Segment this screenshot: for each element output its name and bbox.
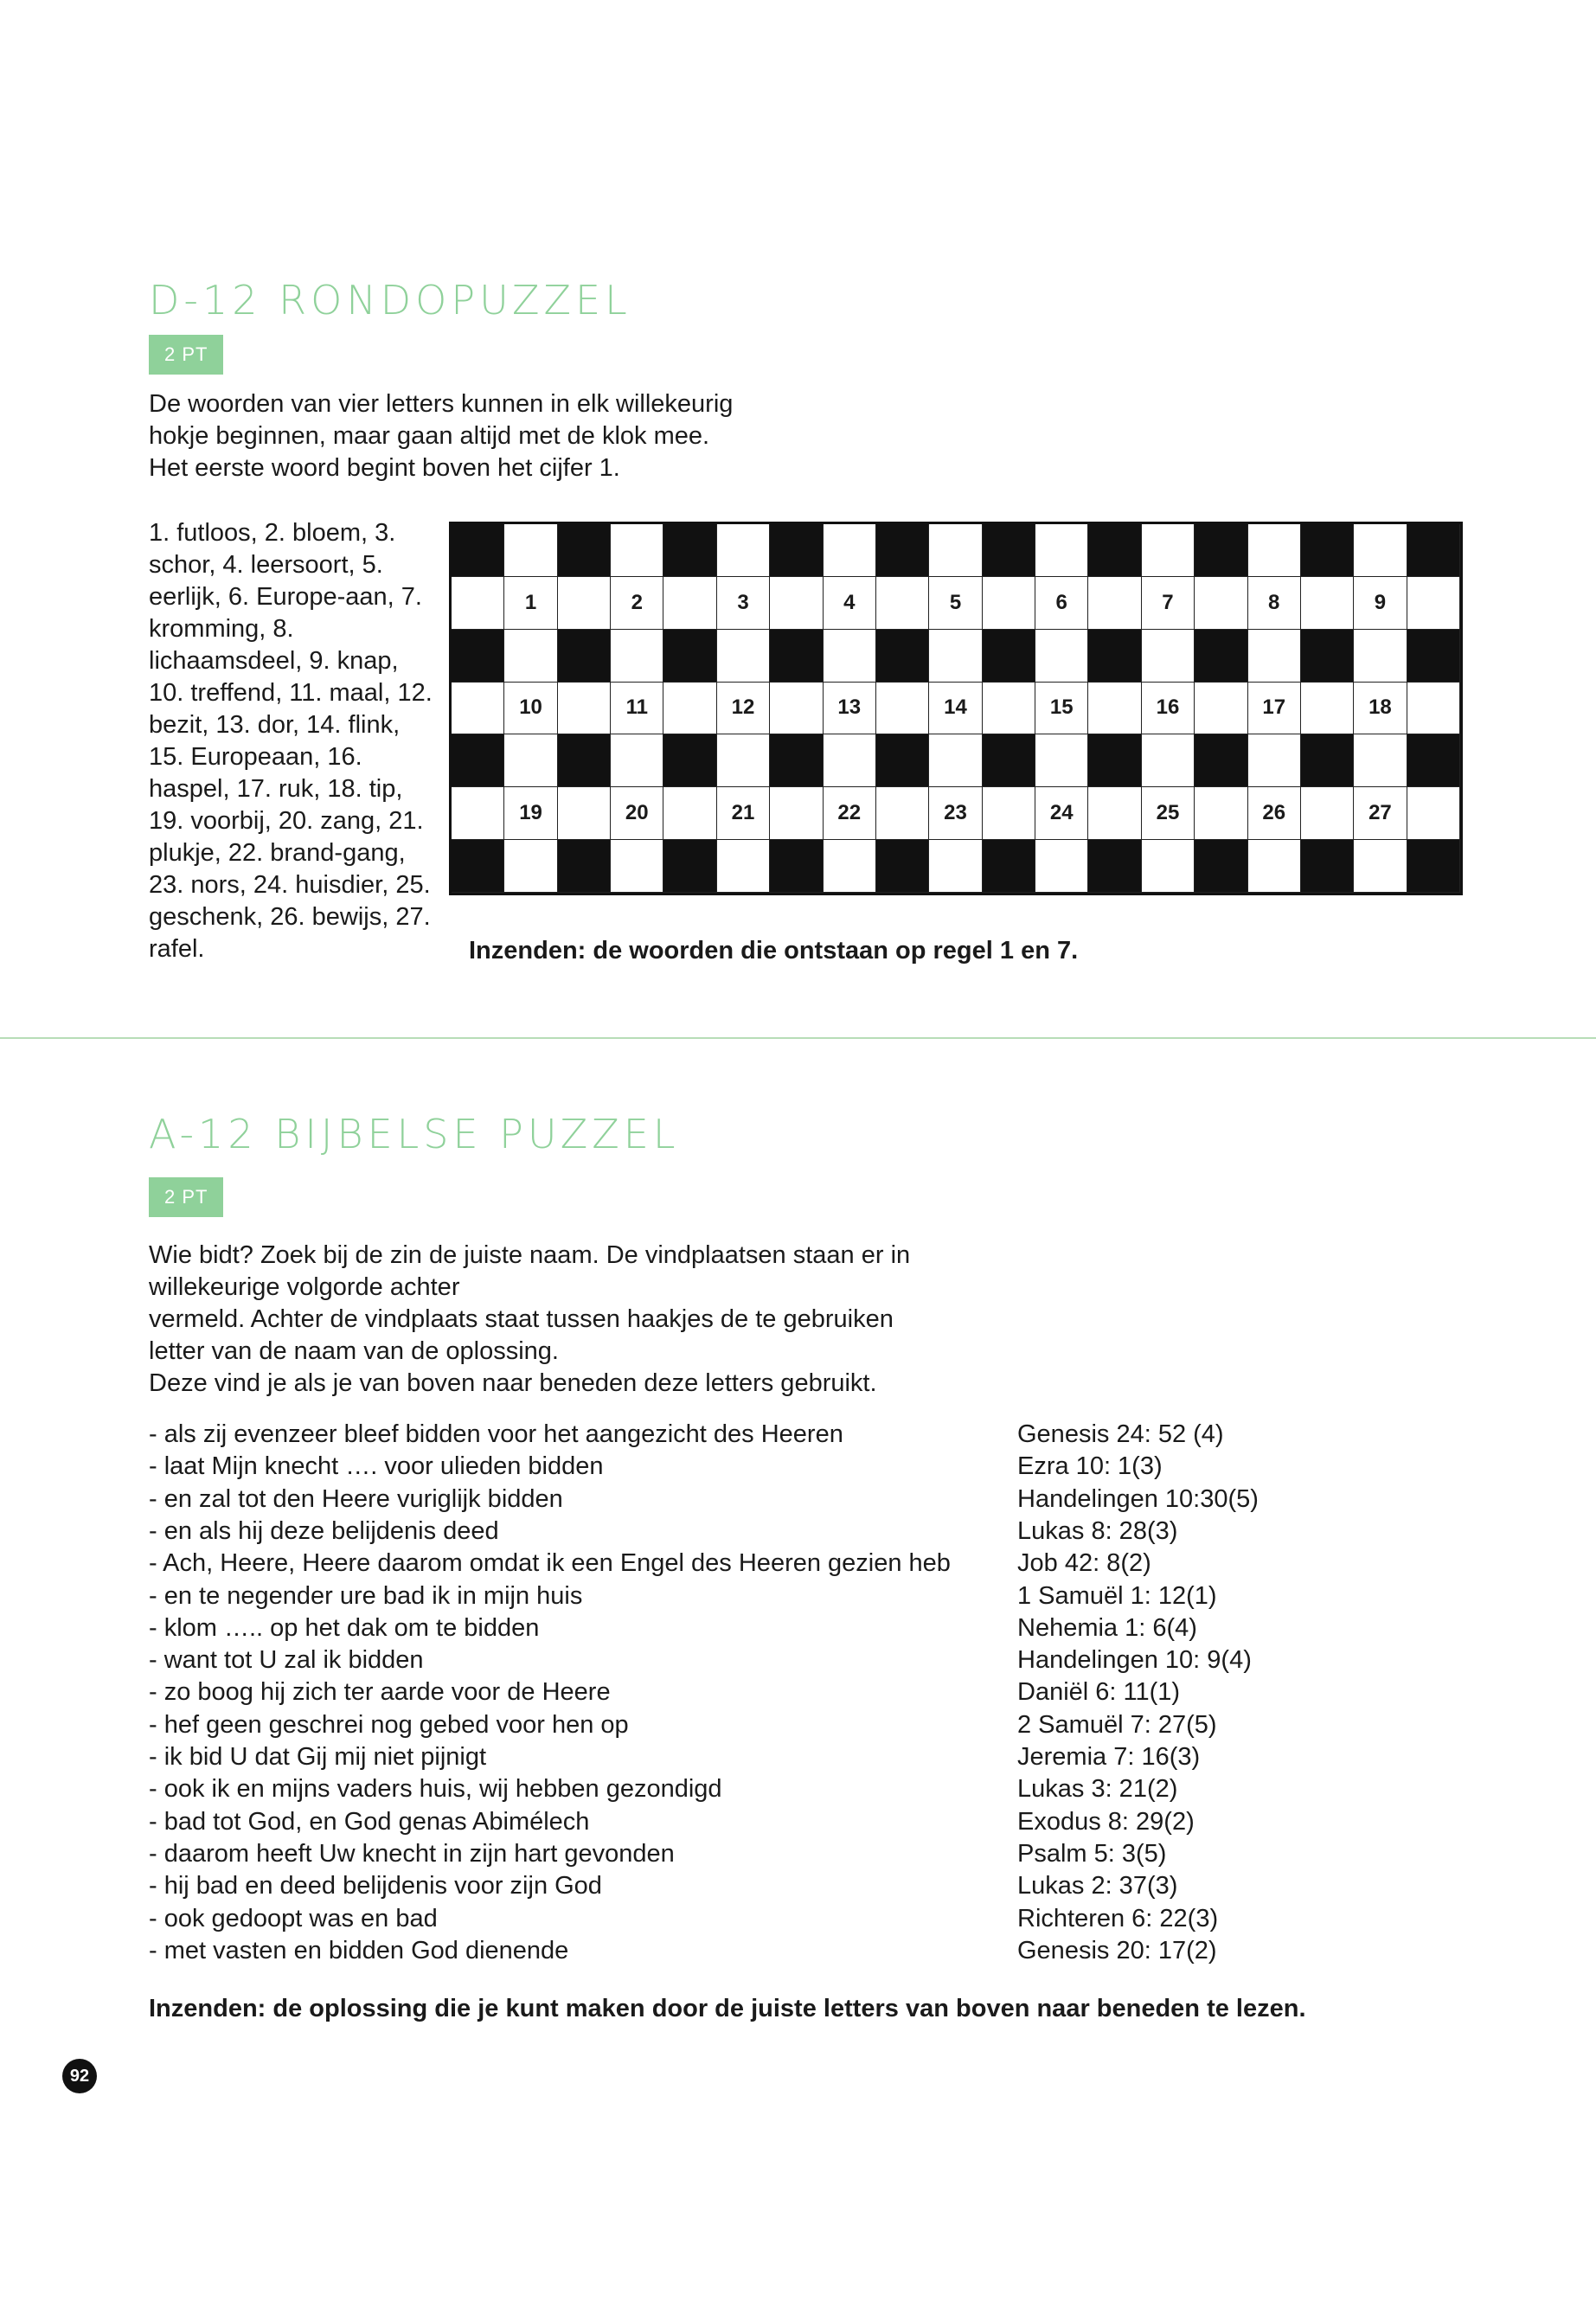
grid-cell-empty <box>770 787 823 840</box>
clue-reference: Job 42: 8(2) <box>1017 1549 1151 1578</box>
grid-cell-black <box>1407 524 1460 577</box>
grid-cell-empty <box>558 577 611 630</box>
grid-cell-empty <box>504 840 557 893</box>
grid-cell-number: 8 <box>1248 577 1301 630</box>
grid-cell-black <box>452 840 504 893</box>
grid-cell-number: 19 <box>504 787 557 840</box>
grid-cell-black <box>1088 734 1141 787</box>
grid-cell-black <box>876 840 929 893</box>
list-item <box>149 1516 1317 1548</box>
grid-cell-empty <box>1088 683 1141 735</box>
clue-text: - en te negender ure bad ik in mijn huis <box>149 1581 583 1610</box>
grid-cell-empty <box>504 734 557 787</box>
clue-text: - klom ….. op het dak om te bidden <box>149 1613 540 1642</box>
list-item <box>149 1870 1317 1902</box>
grid-cell-black <box>876 734 929 787</box>
grid-cell-empty <box>1195 683 1247 735</box>
grid-cell-empty <box>558 683 611 735</box>
d12-title: D-12 RONDOPUZZEL <box>149 277 631 324</box>
list-item <box>149 1741 1317 1773</box>
list-item <box>149 1580 1317 1612</box>
grid-cell-empty <box>1301 787 1354 840</box>
grid-cell-number: 20 <box>611 787 663 840</box>
grid-cell-black <box>558 734 611 787</box>
clue-text: - en als hij deze belijdenis deed <box>149 1516 499 1545</box>
grid-cell-black <box>1195 840 1247 893</box>
grid-cell-empty <box>1142 630 1195 683</box>
grid-cell-number: 22 <box>824 787 876 840</box>
grid-cell-black <box>452 734 504 787</box>
grid-cell-black <box>1088 524 1141 577</box>
clue-text: - en zal tot den Heere vuriglijk bidden <box>149 1484 563 1513</box>
clue-reference: Psalm 5: 3(5) <box>1017 1839 1167 1868</box>
grid-cell-empty <box>983 577 1035 630</box>
grid-cell-black <box>663 840 716 893</box>
grid-cell-black <box>983 840 1035 893</box>
grid-cell-empty <box>1248 734 1301 787</box>
a12-intro: Wie bidt? Zoek bij de zin de juiste naam. De vindplaatsen staan er in willekeurige volgorde achter vermeld. Achter de vindplaats staat tussen haakjes de te gebruiken letter van de naam van de oplossing. Deze vind je als je van boven naar beneden deze letters gebruikt. <box>149 1241 911 1397</box>
clue-text: - ook ik en mijns vaders huis, wij hebben gezondigd <box>149 1775 722 1804</box>
d12-submit-instruction: Inzenden: de woorden die ontstaan op regel 1 en 7. <box>469 937 1079 965</box>
grid-cell-empty <box>1088 787 1141 840</box>
grid-cell-empty <box>611 734 663 787</box>
grid-cell-empty <box>1248 524 1301 577</box>
grid-cell-empty <box>1195 577 1247 630</box>
grid-cell-empty <box>1142 524 1195 577</box>
grid-cell-black <box>558 630 611 683</box>
grid-cell-empty <box>611 524 663 577</box>
grid-cell-empty <box>1354 524 1407 577</box>
grid-cell-black <box>663 734 716 787</box>
grid-cell-empty <box>1035 524 1088 577</box>
grid-cell-empty <box>663 787 716 840</box>
grid-cell-empty <box>452 577 504 630</box>
grid-cell-empty <box>611 630 663 683</box>
clue-text: - want tot U zal ik bidden <box>149 1646 424 1675</box>
grid-cell-empty <box>770 683 823 735</box>
grid-cell-empty <box>663 683 716 735</box>
grid-cell-empty <box>558 787 611 840</box>
grid-cell-empty <box>452 787 504 840</box>
grid-cell-empty <box>929 524 982 577</box>
clue-reference: Daniël 6: 11(1) <box>1017 1678 1181 1707</box>
grid-cell-empty <box>1035 734 1088 787</box>
grid-cell-number: 15 <box>1035 683 1088 735</box>
grid-cell-black <box>1195 630 1247 683</box>
list-item <box>149 1935 1317 1967</box>
grid-cell-number: 13 <box>824 683 876 735</box>
clue-reference: Lukas 8: 28(3) <box>1017 1516 1178 1545</box>
grid-cell-black <box>770 630 823 683</box>
grid-cell-empty <box>1354 630 1407 683</box>
grid-cell-empty <box>876 787 929 840</box>
clue-reference: Nehemia 1: 6(4) <box>1017 1613 1197 1642</box>
grid-cell-black <box>770 840 823 893</box>
clue-text: - bad tot God, en God genas Abimélech <box>149 1807 590 1836</box>
grid-cell-empty <box>929 734 982 787</box>
grid-cell-black <box>876 630 929 683</box>
clue-text: - Ach, Heere, Heere daarom omdat ik een Engel des Heeren gezien heb <box>149 1549 951 1578</box>
grid-cell-number: 27 <box>1354 787 1407 840</box>
grid-cell-black <box>983 524 1035 577</box>
grid-cell-empty <box>1354 840 1407 893</box>
grid-cell-number: 2 <box>611 577 663 630</box>
grid-cell-number: 16 <box>1142 683 1195 735</box>
grid-cell-empty <box>824 840 876 893</box>
grid-cell-number: 5 <box>929 577 982 630</box>
grid-cell-empty <box>1035 840 1088 893</box>
grid-cell-number: 21 <box>717 787 770 840</box>
grid-cell-number: 24 <box>1035 787 1088 840</box>
grid-cell-number: 23 <box>929 787 982 840</box>
grid-cell-number: 10 <box>504 683 557 735</box>
grid-cell-empty <box>1088 577 1141 630</box>
clue-text: - hef geen geschrei nog gebed voor hen op <box>149 1710 629 1739</box>
list-item <box>149 1451 1317 1483</box>
clue-reference: Lukas 3: 21(2) <box>1017 1775 1178 1804</box>
grid-cell-number: 18 <box>1354 683 1407 735</box>
clue-reference: Jeremia 7: 16(3) <box>1017 1743 1201 1771</box>
grid-cell-black <box>452 524 504 577</box>
grid-cell-number: 25 <box>1142 787 1195 840</box>
list-item <box>149 1773 1317 1805</box>
clue-reference: Genesis 24: 52 (4) <box>1017 1420 1224 1448</box>
clue-reference: Genesis 20: 17(2) <box>1017 1936 1217 1965</box>
grid-cell-black <box>1195 524 1247 577</box>
list-item <box>149 1548 1317 1580</box>
grid-cell-number: 7 <box>1142 577 1195 630</box>
clue-text: - daarom heeft Uw knecht in zijn hart gevonden <box>149 1839 675 1868</box>
clue-text: - ik bid U dat Gij mij niet pijnigt <box>149 1743 487 1771</box>
grid-cell-number: 9 <box>1354 577 1407 630</box>
list-item <box>149 1676 1317 1708</box>
grid-cell-empty <box>717 524 770 577</box>
clue-reference: Handelingen 10: 9(4) <box>1017 1646 1252 1675</box>
grid-cell-empty <box>1354 734 1407 787</box>
grid-cell-black <box>983 734 1035 787</box>
grid-cell-empty <box>504 630 557 683</box>
grid-cell-empty <box>1248 840 1301 893</box>
clue-reference: 2 Samuël 7: 27(5) <box>1017 1710 1217 1739</box>
clue-text: - als zij evenzeer bleef bidden voor het aangezicht des Heeren <box>149 1420 843 1448</box>
grid-cell-black <box>1088 630 1141 683</box>
grid-cell-empty <box>824 734 876 787</box>
clue-reference: Exodus 8: 29(2) <box>1017 1807 1195 1836</box>
grid-cell-empty <box>1407 683 1460 735</box>
list-item <box>149 1419 1317 1451</box>
grid-cell-black <box>770 524 823 577</box>
grid-cell-empty <box>717 734 770 787</box>
grid-cell-number: 14 <box>929 683 982 735</box>
grid-cell-black <box>452 630 504 683</box>
page-number: 92 <box>62 2059 97 2093</box>
clue-text: - laat Mijn knecht …. voor ulieden bidden <box>149 1452 604 1481</box>
grid-cell-black <box>558 840 611 893</box>
grid-cell-black <box>1407 840 1460 893</box>
list-item <box>149 1709 1317 1741</box>
grid-cell-empty <box>504 524 557 577</box>
grid-cell-empty <box>717 630 770 683</box>
grid-cell-number: 1 <box>504 577 557 630</box>
grid-cell-black <box>663 630 716 683</box>
clue-text: - met vasten en bidden God dienende <box>149 1936 569 1965</box>
grid-cell-empty <box>611 840 663 893</box>
grid-cell-empty <box>824 524 876 577</box>
list-item <box>149 1644 1317 1676</box>
grid-cell-empty <box>1248 630 1301 683</box>
grid-cell-number: 12 <box>717 683 770 735</box>
grid-cell-empty <box>929 630 982 683</box>
grid-cell-black <box>1407 630 1460 683</box>
d12-intro: De woorden van vier letters kunnen in elk willekeurig hokje beginnen, maar gaan altijd met de klok mee. Het eerste woord begint boven het cijfer 1. <box>149 390 734 482</box>
grid-cell-number: 4 <box>824 577 876 630</box>
clue-text: - zo boog hij zich ter aarde voor de Heere <box>149 1678 611 1707</box>
grid-cell-empty <box>717 840 770 893</box>
list-item <box>149 1806 1317 1838</box>
clue-text: - ook gedoopt was en bad <box>149 1904 438 1932</box>
grid-cell-black <box>558 524 611 577</box>
grid-cell-empty <box>824 630 876 683</box>
grid-cell-black <box>1301 524 1354 577</box>
grid-cell-black <box>663 524 716 577</box>
grid-cell-number: 11 <box>611 683 663 735</box>
grid-cell-empty <box>876 577 929 630</box>
grid-cell-black <box>1301 840 1354 893</box>
grid-cell-number: 26 <box>1248 787 1301 840</box>
grid-cell-empty <box>876 683 929 735</box>
d12-clues: 1. futloos, 2. bloem, 3. schor, 4. leersoort, 5. eerlijk, 6. Europe-aan, 7. kromming, 8. lichaamsdeel, 9. knap, 10. treffend, 11. maal, 12. bezit, 13. dor, 14. flink, 15. Europeaan, 16. haspel, 17. ruk, 18. tip, 19. voorbij, 20. zang, 21. plukje, 22. brand-gang, 23. nors, 24. huisdier, 25. geschenk, 26. bewijs, 27. rafel. <box>149 519 433 963</box>
list-item <box>149 1838 1317 1870</box>
a12-points-badge: 2 PT <box>149 1177 223 1217</box>
grid-cell-black <box>770 734 823 787</box>
d12-points-badge: 2 PT <box>149 335 223 375</box>
grid-cell-empty <box>983 787 1035 840</box>
grid-cell-black <box>1195 734 1247 787</box>
grid-cell-empty <box>1035 630 1088 683</box>
grid-cell-empty <box>663 577 716 630</box>
grid-cell-black <box>876 524 929 577</box>
grid-cell-empty <box>770 577 823 630</box>
grid-cell-black <box>1301 734 1354 787</box>
grid-cell-number: 17 <box>1248 683 1301 735</box>
list-item <box>149 1612 1317 1644</box>
grid-cell-empty <box>1142 734 1195 787</box>
grid-cell-empty <box>929 840 982 893</box>
grid-cell-empty <box>1142 840 1195 893</box>
grid-cell-black <box>1301 630 1354 683</box>
clue-reference: Ezra 10: 1(3) <box>1017 1452 1163 1481</box>
grid-cell-number: 3 <box>717 577 770 630</box>
section-divider <box>0 1037 1596 1039</box>
clue-text: - hij bad en deed belijdenis voor zijn God <box>149 1872 602 1900</box>
a12-title: A-12 BIJBELSE PUZZEL <box>149 1111 680 1157</box>
grid-cell-black <box>1088 840 1141 893</box>
grid-cell-black <box>983 630 1035 683</box>
clue-reference: 1 Samuël 1: 12(1) <box>1017 1581 1217 1610</box>
grid-cell-empty <box>452 683 504 735</box>
list-item <box>149 1484 1317 1516</box>
a12-submit-instruction: Inzenden: de oplossing die je kunt maken door de juiste letters van boven naar beneden te lezen. <box>149 1995 1306 2022</box>
rondo-grid <box>449 522 1463 895</box>
list-item <box>149 1903 1317 1935</box>
grid-cell-black <box>1407 734 1460 787</box>
grid-cell-empty <box>1301 577 1354 630</box>
grid-cell-empty <box>1195 787 1247 840</box>
grid-cell-number: 6 <box>1035 577 1088 630</box>
grid-cell-empty <box>1301 683 1354 735</box>
clue-reference: Lukas 2: 37(3) <box>1017 1872 1178 1900</box>
grid-cell-empty <box>1407 787 1460 840</box>
clue-reference: Handelingen 10:30(5) <box>1017 1484 1259 1513</box>
grid-cell-empty <box>1407 577 1460 630</box>
grid-cell-empty <box>983 683 1035 735</box>
clue-reference: Richteren 6: 22(3) <box>1017 1904 1219 1932</box>
